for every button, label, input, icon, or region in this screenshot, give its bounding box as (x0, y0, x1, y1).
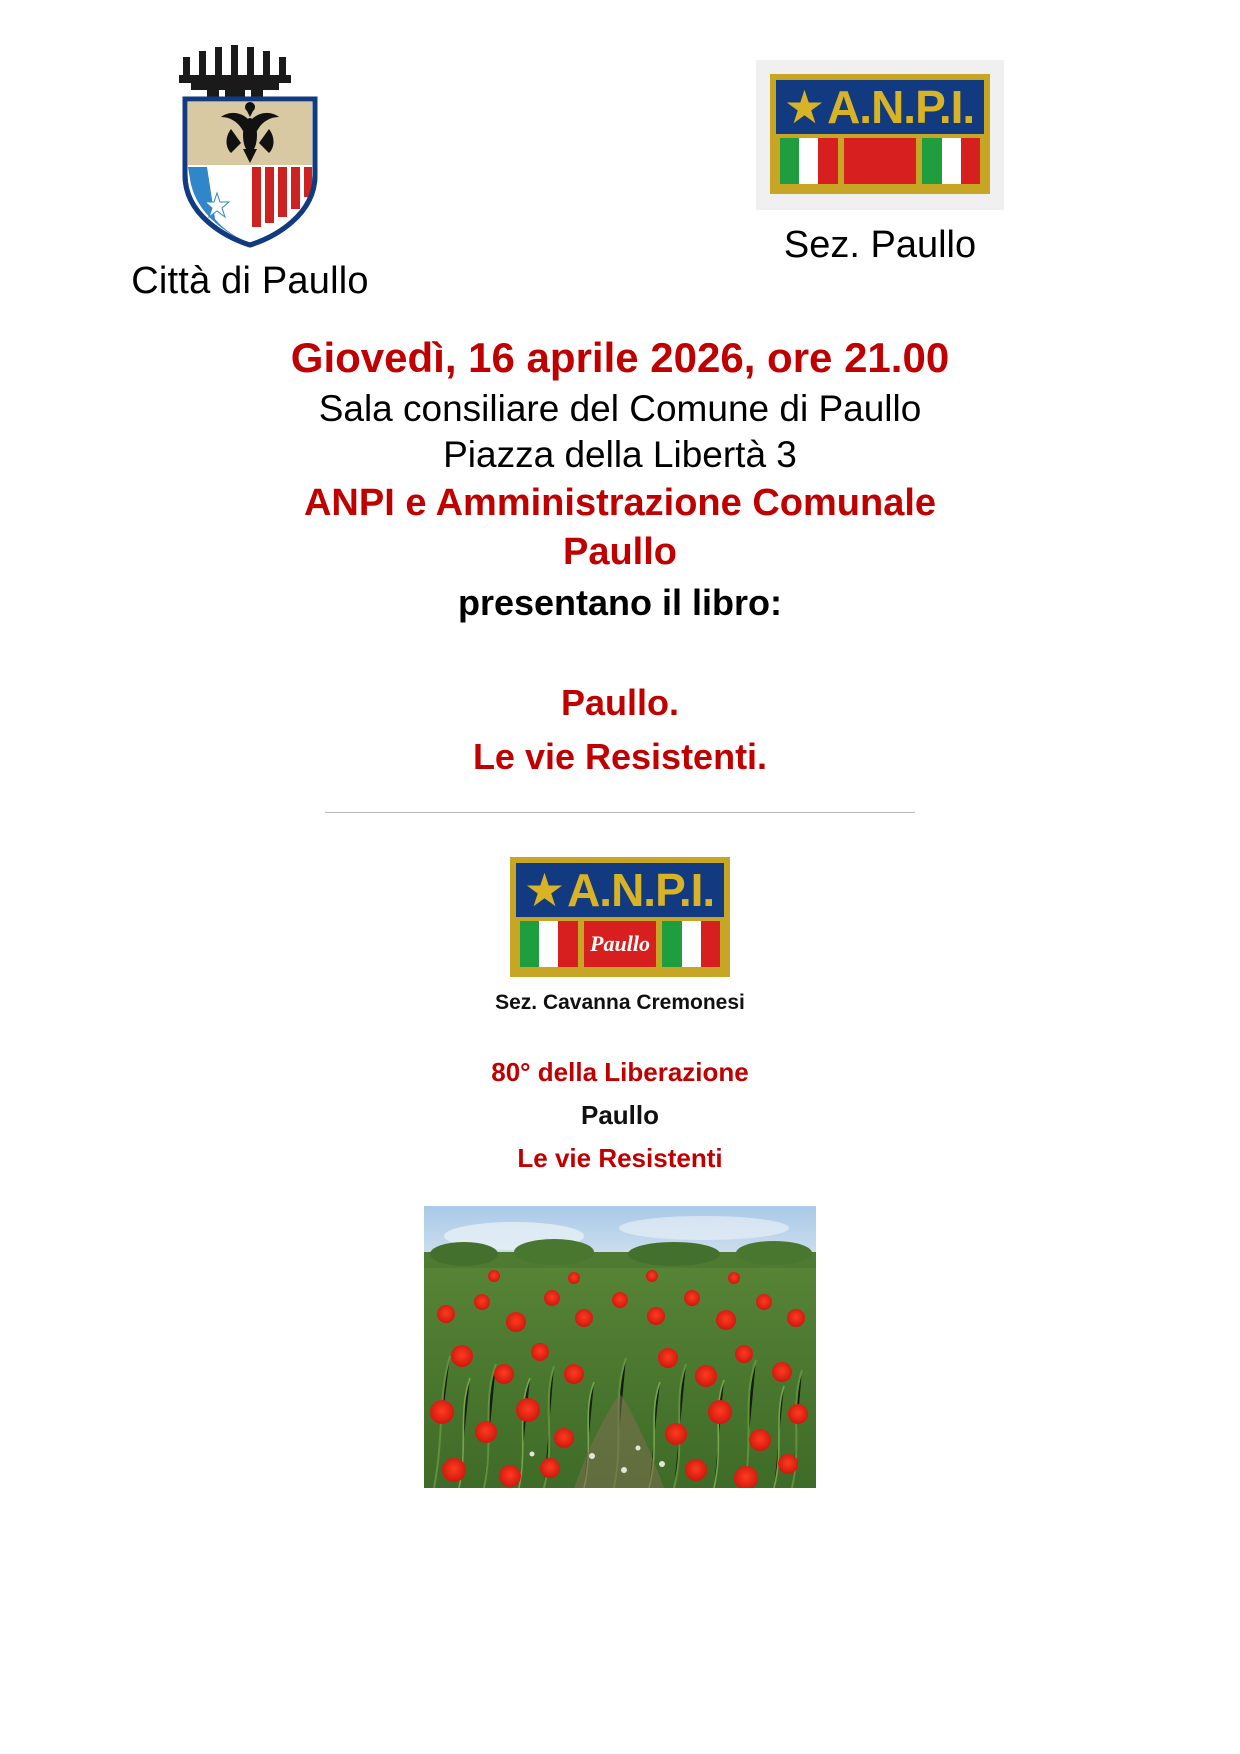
flag-unit-left (779, 137, 839, 185)
anpi-top-block (715, 60, 1045, 267)
divider (325, 812, 915, 813)
event-organizers-line-1: ANPI e Amministrazione Comunale (303, 482, 937, 524)
event-organizers-line-2: Paullo (562, 531, 678, 573)
flyer-section-caption: Sez. Cavanna Cremonesi (495, 991, 745, 1014)
anpi-section-caption: Sez. Paullo (783, 224, 977, 266)
anpi-logo-text: A.N.P.I. (567, 864, 715, 916)
star-icon: ★ (523, 864, 566, 916)
event-address: Piazza della Libertà 3 (443, 434, 797, 475)
italian-flag-strip (776, 134, 984, 188)
anpi-logo-top (756, 60, 1004, 210)
poppy-field-photo (424, 1206, 816, 1488)
flag-unit-right (661, 920, 721, 968)
flyer-line-1: 80° della Liberazione (491, 1057, 749, 1087)
poster-header (0, 0, 1240, 330)
book-title: Paullo. (560, 682, 680, 723)
book-subtitle: Le vie Resistenti. (472, 736, 768, 777)
flag-center-band-label: Paullo (583, 920, 657, 968)
flag-center-band (843, 137, 917, 185)
event-venue: Sala consiliare del Comune di Paullo (318, 388, 922, 429)
flag-unit-right (921, 137, 981, 185)
event-details (0, 334, 1240, 778)
star-icon: ★ (783, 81, 826, 133)
crest-block (85, 45, 415, 303)
event-date: Giovedì, 16 aprile 2026, ore 21.00 (290, 334, 950, 381)
crest-caption: Città di Paullo (131, 260, 369, 302)
italian-flag-strip (516, 917, 724, 971)
anpi-logo-flyer (510, 857, 730, 977)
spacer (0, 624, 1240, 682)
coat-of-arms-paullo-icon (85, 45, 415, 250)
anpi-logo-text: A.N.P.I. (827, 81, 975, 133)
flag-unit-left (519, 920, 579, 968)
flyer-block (0, 857, 1240, 1488)
event-presentation-label: presentano il libro: (457, 582, 783, 623)
flyer-line-3: Le vie Resistenti (517, 1143, 723, 1173)
flyer-line-2: Paullo (580, 1100, 659, 1130)
